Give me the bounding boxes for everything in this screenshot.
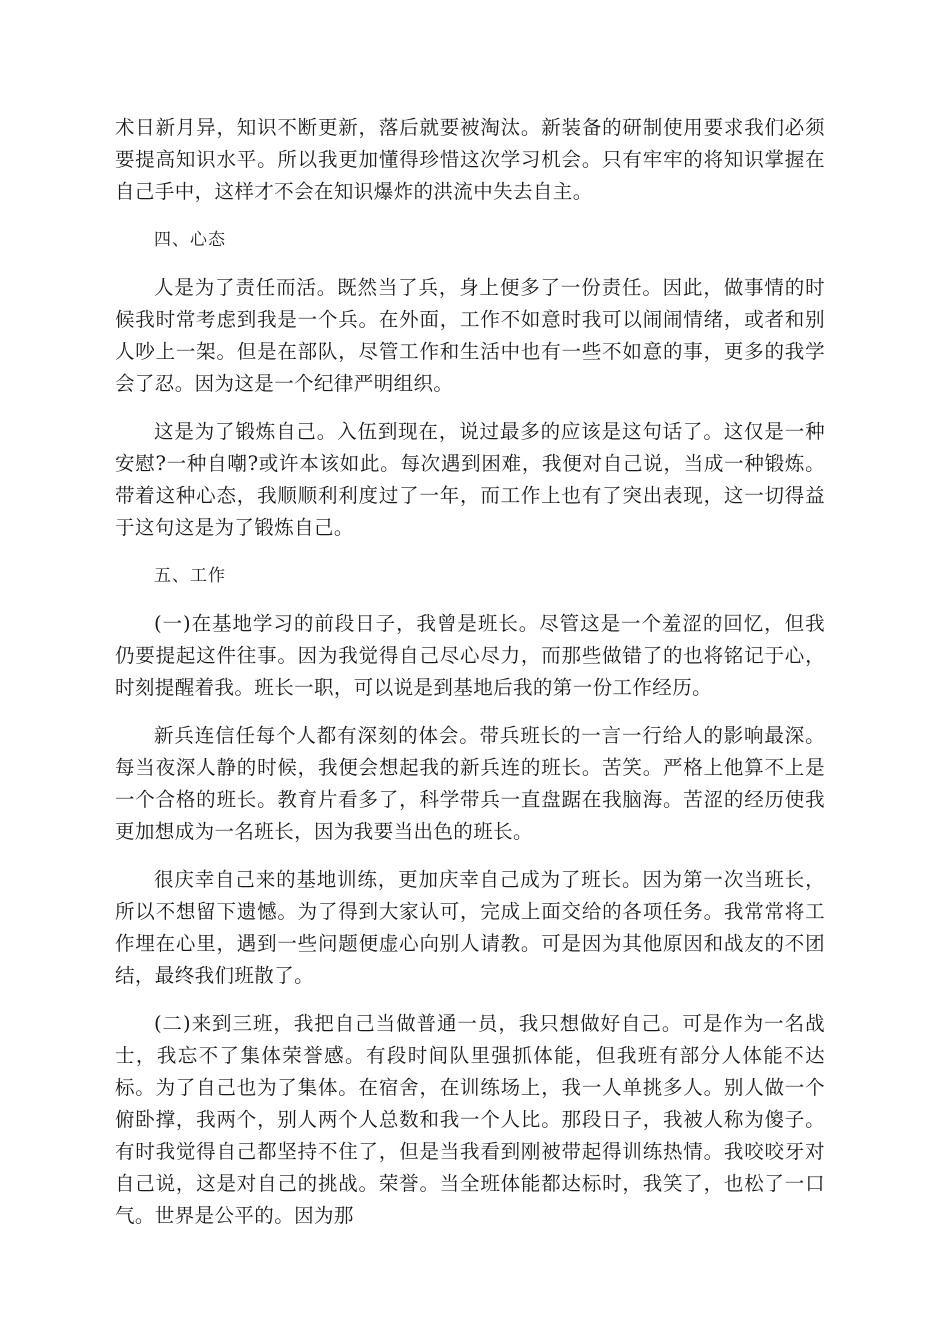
document-body [115, 112, 825, 1248]
paragraph-responsibility: 人是为了责任而活。既然当了兵，身上便多了一份责任。因此，做事情的时候我时常考虑到我是一个兵。在外面，工作不如意时我可以闹闹情绪，或者和别人吵上一架。但是在部队，尽管工作和生活中也有一些不如意的事，更多的我学会了忍。因为这是一个纪律严明组织。 [115, 276, 825, 395]
paragraph-continued: 术日新月异，知识不断更新，落后就要被淘汰。新装备的研制使用要求我们必须要提高知识水平。所以我更加懂得珍惜这次学习机会。只有牢牢的将知识掌握在自己手中，这样才不会在知识爆炸的洪流中失去自主。 [115, 116, 825, 203]
paragraph-third-squad: (二)来到三班，我把自己当做普通一员，我只想做好自己。可是作为一名战士，我忘不了集体荣誉感。有段时间队里强抓体能，但我班有部分人体能不达标。为了自己也为了集体。在宿舍，在训练场上，我一人单挑多人。别人做一个俯卧撑，我两个，别人两个人总数和我一个人比。那段日子，我被人称为傻子。有时我觉得自己都坚持不住了，但是当我看到刚被带起得训练热情。我咬咬牙对自己说，这是对自己的挑战。荣誉。当全班体能都达标时，我笑了，也松了一口气。世界是公平的。因为那 [115, 1012, 825, 1227]
paragraph-self-training: 这是为了锻炼自己。入伍到现在，说过最多的应该是这句话了。这仅是一种安慰?一种自嘲?或许本该如此。每次遇到困难，我便对自己说，当成一种锻炼。带着这种心态，我顺顺利利度过了一年，而工作上也有了突出表现，这一切得益于这句这是为了锻炼自己。 [115, 420, 825, 539]
paragraph-squad-leader: (一)在基地学习的前段日子，我曾是班长。尽管这是一个羞涩的回忆，但我仍要提起这件往事。因为我觉得自己尽心尽力，而那些做错了的也将铭记于心，时刻提醒着我。班长一职，可以说是到基地后我的第一份工作经历。 [115, 612, 825, 699]
paragraph-base-training: 很庆幸自己来的基地训练，更加庆幸自己成为了班长。因为第一次当班长，所以不想留下遗憾。为了得到大家认可，完成上面交给的各项任务。我常常将工作埋在心里，遇到一些问题便虚心向别人请教。可是因为其他原因和战友的不团结，最终我们班散了。 [115, 868, 825, 987]
section-heading-work: 五、工作 [154, 566, 226, 586]
paragraph-recruit-company: 新兵连信任每个人都有深刻的体会。带兵班长的一言一行给人的影响最深。每当夜深人静的时候，我便会想起我的新兵连的班长。苦笑。严格上他算不上是一个合格的班长。教育片看多了，科学带兵一直盘踞在我脑海。苦涩的经历使我更加想成为一名班长，因为我要当出色的班长。 [115, 724, 825, 843]
section-heading-mindset: 四、心态 [154, 230, 226, 250]
